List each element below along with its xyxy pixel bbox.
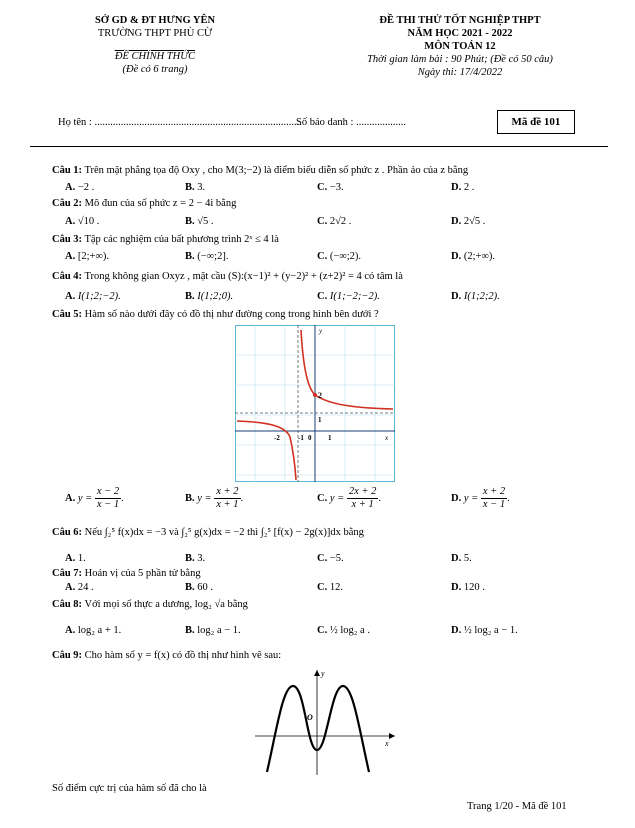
label-x1: 1 [328,434,332,442]
q2-option-a[interactable]: A. √10 . [65,216,100,227]
label-neg1: -1 [298,434,304,442]
q7-option-d[interactable]: D. 120 . [451,582,485,593]
q4-option-d[interactable]: D. I(1;2;2). [451,291,500,302]
header-left [30,14,280,76]
y-axis-label: y [321,669,325,678]
exam-date: Ngày thi: 17/4/2022 [417,67,503,78]
curve-left-branch [237,421,296,480]
q5-option-a[interactable]: A. y = $\frac{x - 2}{x - 1}$ . [65,486,124,510]
question-6: Câu 6: Nếu ∫₂⁵ f(x)dx = −3 và ∫₂⁵ g(x)dx = −2 thì ∫₂⁵ [f(x) − 2g(x)]dx bằng [52,527,364,538]
school-year: NĂM HỌC 2021 - 2022 [407,28,513,39]
header-right [300,14,620,79]
name-field: Họ tên : ............................................................................... [58,117,302,128]
header-divider [30,146,608,147]
id-field: Số báo danh : ................... [296,117,406,128]
school-name: TRƯỜNG THPT PHÙ CỪ [97,28,213,39]
label-neg2: -2 [274,434,280,442]
origin-label: O [307,713,313,722]
q6-option-b[interactable]: B. 3. [185,553,206,564]
q6-option-c[interactable]: C. −5. [317,553,344,564]
q2-option-d[interactable]: D. 2√5 . [451,216,486,227]
page-count: (Đề có 6 trang) [122,64,188,75]
q8-option-a[interactable]: A. log₂ a + 1. [65,625,122,636]
q5-option-b[interactable]: B. y = $\frac{x + 2}{x + 1}$ . [185,486,244,510]
q4-option-c[interactable]: C. I(1;−2;−2). [317,291,380,302]
y-intercept-point [313,393,317,397]
q3-option-d[interactable]: D. (2;+∞). [451,251,496,262]
question-3: Câu 3: Tập các nghiệm của bất phương trình 2ˣ ≤ 4 là [52,234,279,245]
x-axis-label: x [385,739,389,748]
q5-option-c[interactable]: C. y = $\frac{2x + 2}{x + 1}$ . [317,486,381,510]
hyperbola-graph [235,325,395,482]
q1-option-b[interactable]: B. 3. [185,182,206,193]
question-5: Câu 5: Hàm số nào dưới đây có đồ thị như đường cong trong hình bên dưới ? [52,309,379,320]
y-arrow-icon [314,670,320,676]
q1-option-c[interactable]: C. −3. [317,182,344,193]
q5-option-d[interactable]: D. y = $\frac{x + 2}{x - 1}$ . [451,486,510,510]
q3-option-c[interactable]: C. (−∞;2). [317,251,362,262]
q6-option-a[interactable]: A. 1. [65,553,86,564]
q7-option-c[interactable]: C. 12. [317,582,343,593]
q1-option-a[interactable]: A. −2 . [65,182,95,193]
q3-option-b[interactable]: B. (−∞;2]. [185,251,229,262]
label-origin: 0 [308,434,312,442]
q1-option-d[interactable]: D. 2 . [451,182,475,193]
label-2: 2 [318,391,322,400]
x-arrow-icon [389,733,395,739]
page-footer: Trang 1/20 - Mã đề 101 [467,801,567,812]
q8-option-d[interactable]: D. ½ log₂ a − 1. [451,625,518,636]
q4-option-a[interactable]: A. I(1;2;−2). [65,291,121,302]
question-8: Câu 8: Với mọi số thực a dương, log₂ √a bằng [52,599,248,610]
exam-code-box: Mã đề 101 [497,110,575,134]
q3-option-a[interactable]: A. [2;+∞). [65,251,110,262]
subject: MÔN TOÁN 12 [424,41,496,52]
official-label: ĐỀ CHÍNH THỨC [114,51,196,62]
dept-name: SỞ GD & ĐT HƯNG YÊN [94,15,216,26]
q7-option-b[interactable]: B. 60 . [185,582,214,593]
question-9: Câu 9: Cho hàm số y = f(x) có đồ thị như hình vẽ sau: [52,650,282,661]
cubic-quartic-graph [255,668,395,775]
y-axis-label: y [319,327,323,335]
label-1: 1 [318,416,322,424]
q2-option-b[interactable]: B. √5 . [185,216,214,227]
x-axis-label: x [385,434,389,442]
q4-option-b[interactable]: B. I(1;2;0). [185,291,234,302]
question-2: Câu 2: Mô đun của số phức z = 2 − 4i bằng [52,198,237,209]
function-curve [267,686,369,772]
q7-option-a[interactable]: A. 24 . [65,582,94,593]
question-1: Câu 1: Trên mặt phẳng tọa độ Oxy , cho M(3;−2) là điểm biểu diễn số phức z . Phần ảo của z bằng [52,165,469,176]
question-4: Câu 4: Trong không gian Oxyz , mặt cầu (S):(x−1)² + (y−2)² + (z+2)² = 4 có tâm là [52,271,403,282]
q6-option-d[interactable]: D. 5. [451,553,472,564]
q2-option-c[interactable]: C. 2√2 . [317,216,352,227]
exam-title: ĐỀ THI THỬ TỐT NGHIỆP THPT [379,15,541,26]
question-9-prompt: Số điểm cực trị của hàm số đã cho là [52,783,207,794]
question-7: Câu 7: Hoán vị của 5 phần tử bằng [52,568,201,579]
q8-option-c[interactable]: C. ½ log₂ a . [317,625,370,636]
exam-time: Thời gian làm bài : 90 Phút; (Đề có 50 câu) [367,54,553,65]
q8-option-b[interactable]: B. log₂ a − 1. [185,625,241,636]
